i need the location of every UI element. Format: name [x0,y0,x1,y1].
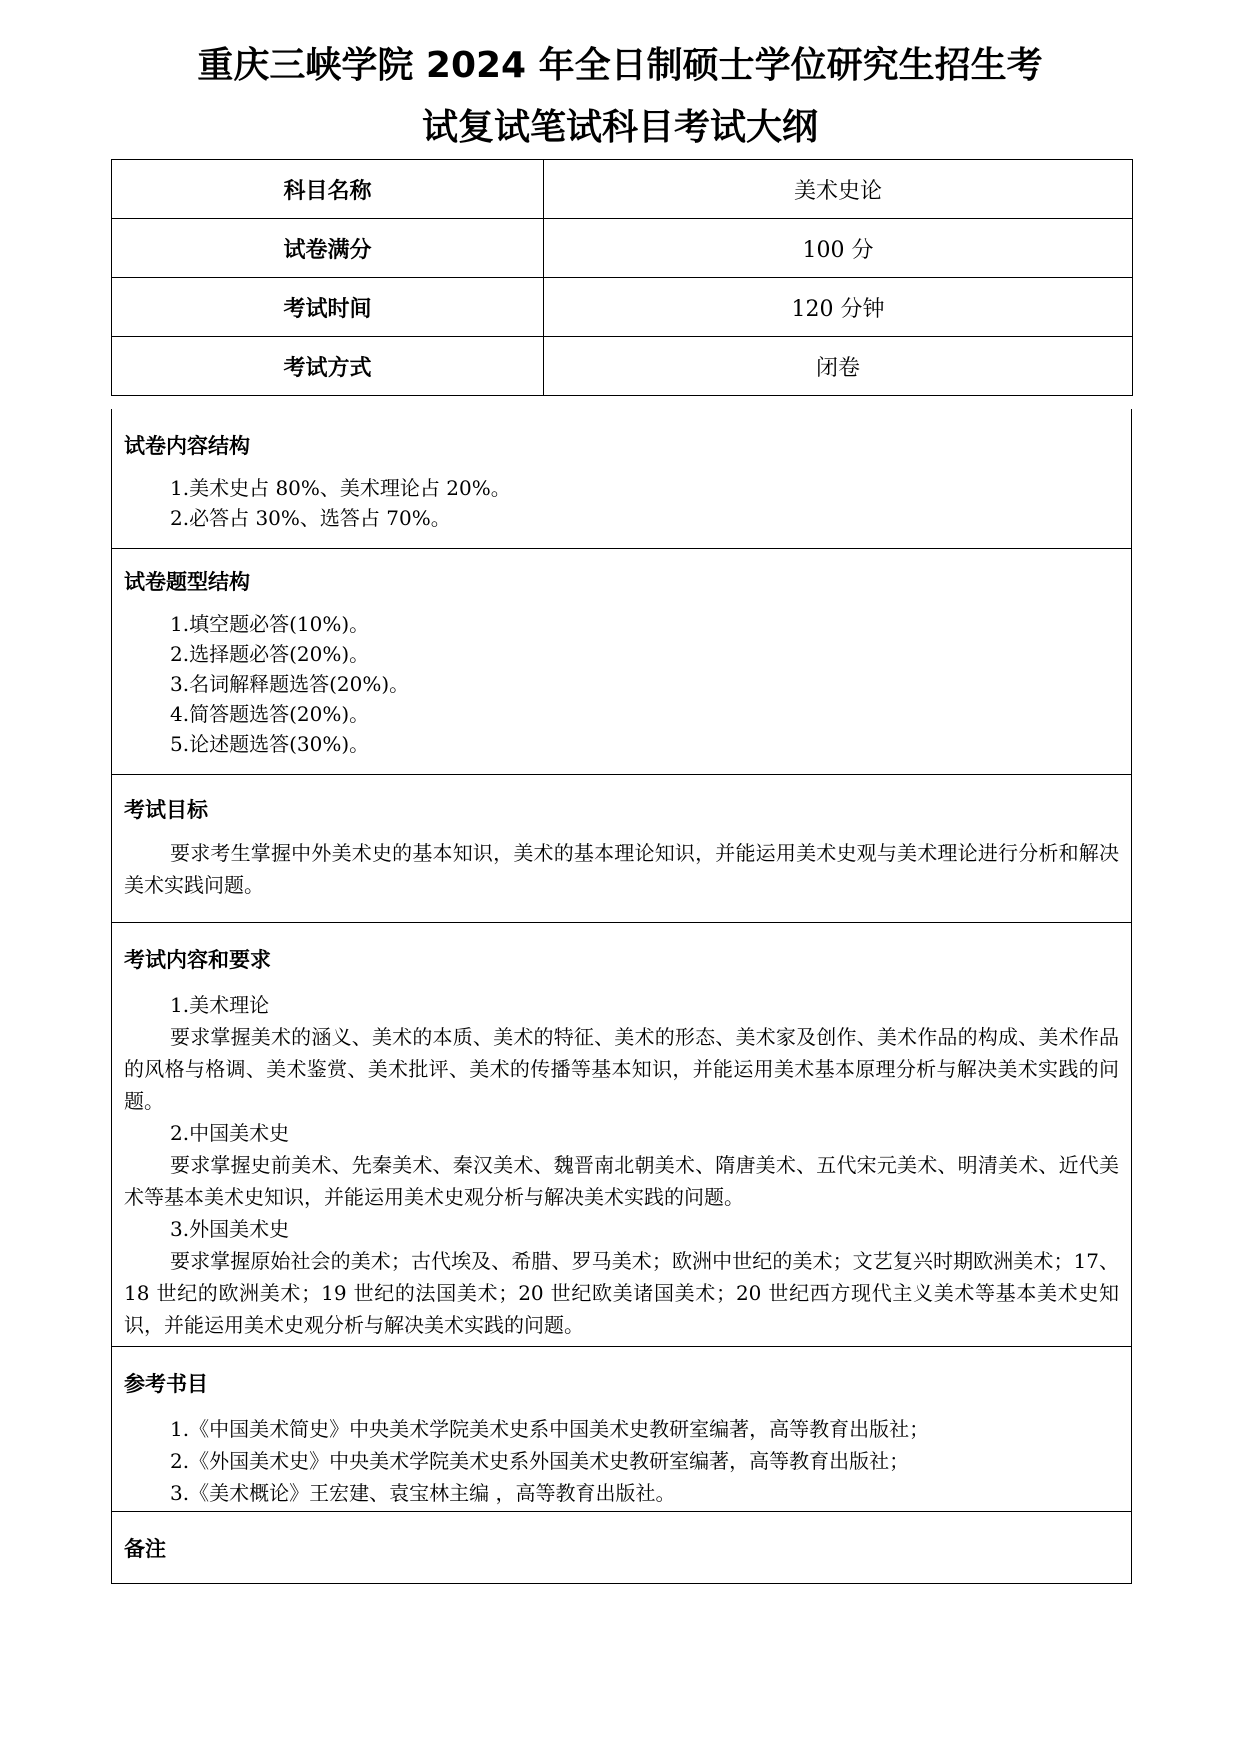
table-row [112,337,1133,396]
list-item: 1.美术史占 80%、美术理论占 20%。 [170,476,511,500]
subject-info-table [111,159,1133,396]
references-section [111,1347,1132,1512]
exam-goal-text: 要求考生掌握中外美术史的基本知识，美术的基本理论知识，并能运用美术史观与美术理论进行分析和解决美术实践问题。 [124,841,1119,897]
exam-mode-label: 考试方式 [112,337,544,396]
list-item: 3.名词解释题选答(20%)。 [170,672,410,696]
question-structure-section [111,549,1132,775]
table-row [112,219,1133,278]
exam-content-part-text: 要求掌握史前美术、先秦美术、秦汉美术、魏晋南北朝美术、隋唐美术、五代宋元美术、明清美术、近代美术等基本美术史知识，并能运用美术史观分析与解决美术实践的问题。 [124,1153,1119,1209]
subject-name-label: 科目名称 [112,160,544,219]
exam-content-part-text: 要求掌握原始社会的美术；古代埃及、希腊、罗马美术；欧洲中世纪的美术；文艺复兴时期欧洲美术；17、18 世纪的欧洲美术；19 世纪的法国美术；20 世纪欧美诸国美术；20 世纪西方现代主义美术等基本美术史知识，并能运用美术史观分析与解决美术实践的问题。 [124,1249,1119,1337]
content-structure-section [111,409,1132,549]
full-score-value: 100 分 [544,219,1133,278]
remarks-section [111,1512,1132,1584]
list-item: 5.论述题选答(30%)。 [170,732,370,756]
table-row [112,160,1133,219]
exam-goal-section [111,775,1132,923]
question-structure-heading: 试卷题型结构 [124,570,250,594]
references-heading: 参考书目 [124,1372,208,1396]
remarks-heading: 备注 [124,1537,166,1561]
list-item: 2.必答占 30%、选答占 70%。 [170,506,451,530]
list-item: 2.《外国美术史》中央美术学院美术史系外国美术史教研室编著，高等教育出版社； [170,1449,910,1473]
subject-name-value: 美术史论 [544,160,1133,219]
exam-content-part-title: 1.美术理论 [170,993,270,1017]
full-score-label: 试卷满分 [112,219,544,278]
exam-content-part-title: 2.中国美术史 [170,1121,290,1145]
list-item: 1.填空题必答(10%)。 [170,612,370,636]
exam-mode-value: 闭卷 [544,337,1133,396]
exam-time-label: 考试时间 [112,278,544,337]
list-item: 1.《中国美术简史》中央美术学院美术史系中国美术史教研室编著，高等教育出版社； [170,1417,930,1441]
exam-content-part-text: 要求掌握美术的涵义、美术的本质、美术的特征、美术的形态、美术家及创作、美术作品的构成、美术作品的风格与格调、美术鉴赏、美术批评、美术的传播等基本知识，并能运用美术基本原理分析与解决美术实践的问题。 [124,1025,1119,1113]
exam-time-value: 120 分钟 [544,278,1133,337]
table-row [112,278,1133,337]
exam-content-heading: 考试内容和要求 [124,948,271,972]
list-item: 3.《美术概论》王宏建、袁宝林主编 ，高等教育出版社。 [170,1481,676,1505]
document-title-line1: 重庆三峡学院 2024 年全日制硕士学位研究生招生考 [197,45,1043,86]
list-item: 4.简答题选答(20%)。 [170,702,370,726]
exam-goal-heading: 考试目标 [124,798,208,822]
list-item: 2.选择题必答(20%)。 [170,642,370,666]
document-title-line2: 试复试笔试科目考试大纲 [421,107,818,148]
exam-content-part-title: 3.外国美术史 [170,1217,290,1241]
content-structure-heading: 试卷内容结构 [124,434,250,458]
exam-content-section [111,923,1132,1347]
